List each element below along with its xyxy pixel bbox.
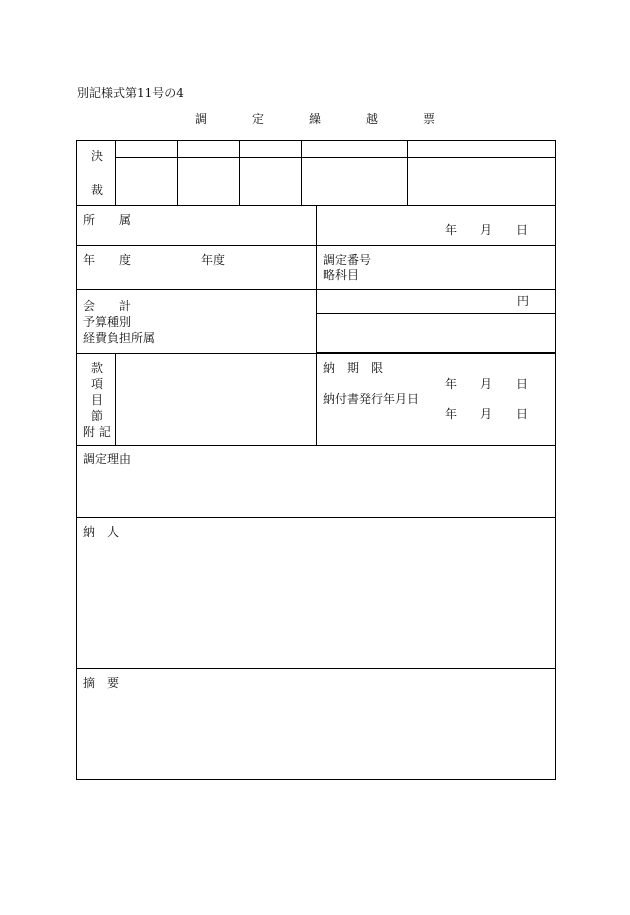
approval-seal-box[interactable] — [301, 159, 407, 204]
date-day: 日 — [516, 407, 529, 421]
payment-slip-issue-date-label: 納付書発行年月日 — [323, 392, 420, 406]
title-char: 調 — [195, 112, 208, 126]
divider — [115, 157, 555, 158]
classification-label: 款 — [91, 361, 104, 375]
divider — [316, 353, 317, 445]
payer-field[interactable] — [77, 541, 555, 667]
divider — [316, 205, 317, 245]
title-char: 票 — [423, 112, 436, 126]
title-char: 定 — [252, 112, 265, 126]
form-frame — [76, 140, 556, 780]
approval-seal-box[interactable] — [177, 159, 239, 204]
budget-type-label: 予算種別 — [83, 315, 132, 329]
fiscal-year-label: 年 度 — [83, 253, 132, 267]
classification-label: 項 — [91, 377, 104, 391]
amount-unit: 円 — [517, 294, 530, 308]
form-number: 別記様式第11号の4 — [77, 86, 184, 100]
classification-label: 附 記 — [83, 425, 111, 439]
date-year: 年 — [445, 223, 458, 237]
divider — [77, 445, 555, 446]
assessment-number-label: 調定番号 — [323, 253, 372, 267]
date-year: 年 — [445, 407, 458, 421]
approval-label: 決 — [91, 149, 104, 163]
classification-label: 目 — [91, 393, 104, 407]
date-year: 年 — [445, 377, 458, 391]
cost-bearing-dept-label: 経費負担所属 — [83, 331, 156, 345]
approval-seal-box[interactable] — [239, 159, 301, 204]
accounting-label: 会 計 — [83, 299, 132, 313]
approval-seal-box[interactable] — [115, 159, 177, 204]
payer-label: 納 人 — [83, 525, 120, 539]
date-month: 月 — [480, 407, 493, 421]
approval-label: 裁 — [91, 183, 104, 197]
fiscal-year-suffix: 年度 — [201, 253, 226, 267]
date-month: 月 — [480, 377, 493, 391]
abbreviated-subject-label: 略科目 — [323, 268, 360, 282]
reason-field[interactable] — [77, 466, 555, 516]
date-day: 日 — [516, 223, 529, 237]
summary-field[interactable] — [77, 692, 555, 776]
reason-label: 調定理由 — [83, 452, 132, 466]
affiliation-label: 所 属 — [83, 213, 132, 227]
divider — [115, 353, 116, 445]
divider — [77, 668, 555, 669]
date-day: 日 — [516, 377, 529, 391]
divider — [316, 313, 556, 314]
title-char: 繰 — [309, 112, 322, 126]
date-month: 月 — [480, 223, 493, 237]
approval-seal-box[interactable] — [407, 159, 555, 204]
title-char: 越 — [366, 112, 379, 126]
divider — [316, 245, 317, 289]
divider — [77, 517, 555, 518]
payment-deadline-label: 納 期 限 — [323, 361, 384, 375]
summary-label: 摘 要 — [83, 676, 120, 690]
classification-label: 節 — [91, 409, 104, 423]
